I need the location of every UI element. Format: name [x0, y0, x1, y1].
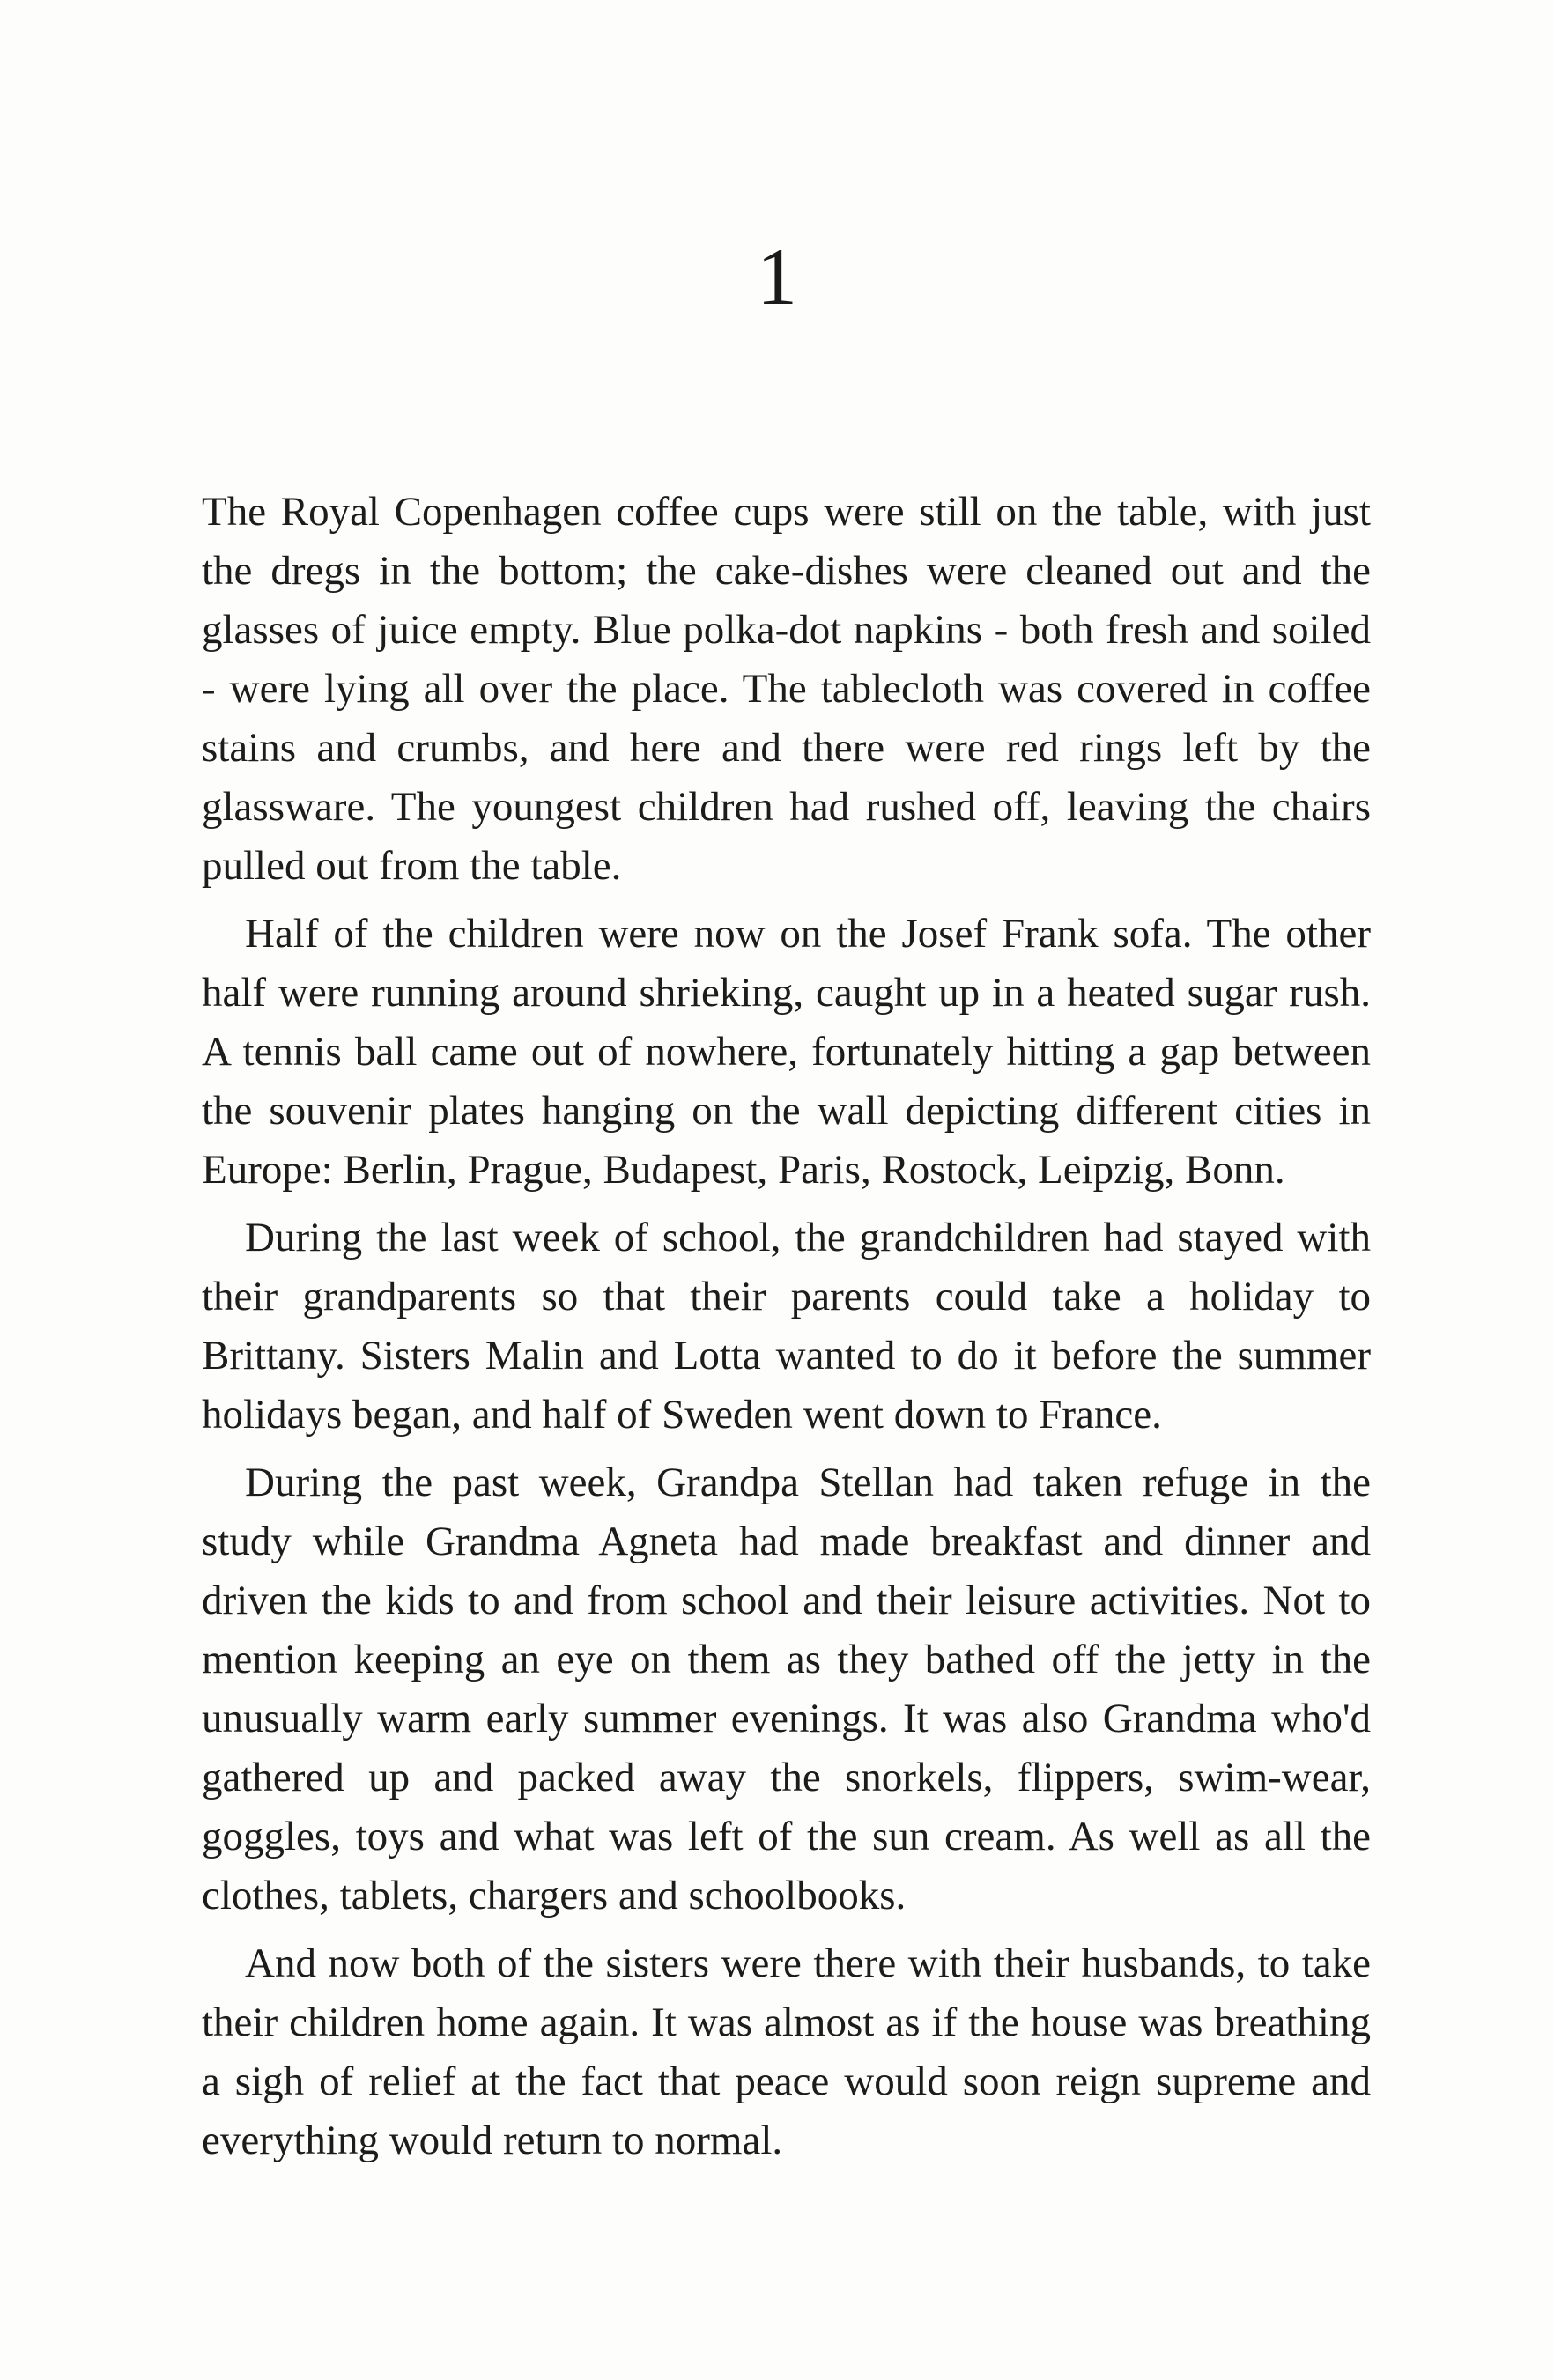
paragraph-1: The Royal Copenhagen coffee cups were still on the table, with just the dregs in the bottom; the cake-dishes were cleaned out and the glasses of juice empty. Blue polka-dot napkins - both fresh and soiled - were lying all over the place. The tablecloth was covered in coffee stains and crumbs, and here and there were red rings left by the glassware. The youngest children had rushed off, leaving the chairs pulled out from the table.	[202, 489, 1371, 889]
chapter-number: 1	[757, 232, 797, 322]
paragraph-2: Half of the children were now on the Josef Frank sofa. The other half were running around shrieking, caught up in a heated sugar rush. A tennis ball came out of nowhere, fortunately hitting a gap between the souvenir plates hanging on the wall depicting different cities in Europe: Berlin, Prague, Budapest, Paris, Rostock, Leipzig, Bonn.	[202, 911, 1371, 1193]
chapter-body	[202, 483, 1371, 2179]
paragraph-5: And now both of the sisters were there with their husbands, to take their children home again. It was almost as if the house was breathing a sigh of relief at the fact that peace would soon reign supreme and everything would return to normal.	[202, 1940, 1371, 2163]
paragraph-4: During the past week, Grandpa Stellan had taken refuge in the study while Grandma Agneta had made breakfast and dinner and driven the kids to and from school and their leisure activities. Not to mention keeping an eye on them as they bathed off the jetty in the unusually warm early summer evenings. It was also Grandma who'd gathered up and packed away the snorkels, flippers, swim-wear, goggles, toys and what was left of the sun cream. As well as all the clothes, tablets, chargers and schoolbooks.	[202, 1460, 1371, 1918]
paragraph-3: During the last week of school, the grandchildren had stayed with their grandparents so that their parents could take a holiday to Brittany. Sisters Malin and Lotta wanted to do it before the summer holidays began, and half of Sweden went down to France.	[202, 1215, 1371, 1438]
